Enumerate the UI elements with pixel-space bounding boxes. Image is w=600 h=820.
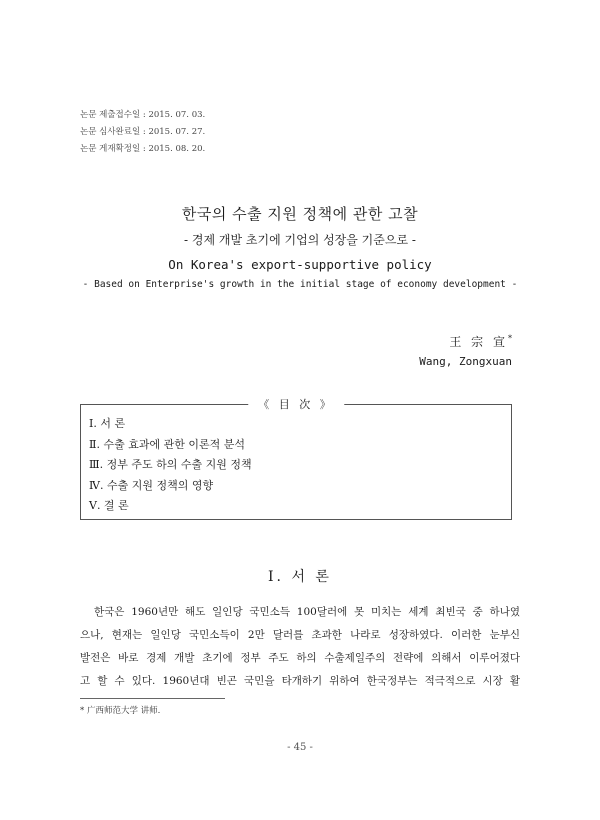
author-name-english: Wang, Zongxuan (419, 355, 512, 368)
body-line: 한국은 1960년만 해도 일인당 국민소득 100달러에 못 미치는 세계 최빈국 중 하나였 (94, 606, 520, 618)
acceptance-date: 논문 게재확정일 : 2015. 08. 20. (80, 144, 206, 154)
toc-list (89, 414, 252, 517)
submission-dates (80, 107, 205, 158)
page-number: - 45 - (287, 742, 313, 753)
author-name-text: 王 宗 宣 (449, 335, 508, 349)
toc-item: Ⅳ. 수출 지원 정책의 영향 (89, 478, 214, 492)
subtitle-korean: - 경제 개발 초기에 기업의 성장을 기준으로 - (184, 233, 416, 247)
submission-date: 논문 제출접수일 : 2015. 07. 03. (80, 110, 206, 120)
section-heading: Ⅰ. 서 론 (268, 569, 332, 585)
footnote-marker: * (508, 334, 512, 343)
subtitle-english: - Based on Enterprise's growth in the initial stage of economy development - (82, 279, 518, 290)
toc-item: Ⅲ. 정부 주도 하의 수출 지원 정책 (89, 458, 252, 471)
title-korean: 한국의 수출 지원 정책에 관한 고찰 (181, 205, 419, 223)
footnote: * 广西师范大学 讲师. (80, 706, 161, 716)
body-line: 발전은 바로 경제 개발 초기에 정부 주도 하의 수출제일주의 전략에 의해서 이루어졌다 (80, 652, 520, 664)
body-line: 고 할 수 있다. 1960년대 빈곤 국민을 타개하기 위하여 한국정부는 적극적으로 시장 활 (80, 675, 520, 687)
footnote-divider (80, 698, 225, 699)
table-of-contents (80, 398, 512, 520)
title-english: On Korea's export-supportive policy (168, 257, 432, 272)
toc-item: Ⅱ. 수출 효과에 관한 이론적 분석 (89, 437, 245, 451)
toc-title: 《 目 次 》 (248, 396, 344, 412)
author-name-korean (449, 333, 512, 350)
review-date: 논문 심사완료일 : 2015. 07. 27. (80, 127, 206, 137)
toc-item: Ⅴ. 결 론 (89, 499, 129, 512)
body-line: 으나, 현재는 일인당 국민소득이 2만 달러를 초과한 나라로 성장하였다. 이러한 눈부신 (80, 629, 520, 641)
toc-item: Ⅰ. 서 론 (89, 417, 126, 430)
body-paragraph (80, 601, 520, 693)
